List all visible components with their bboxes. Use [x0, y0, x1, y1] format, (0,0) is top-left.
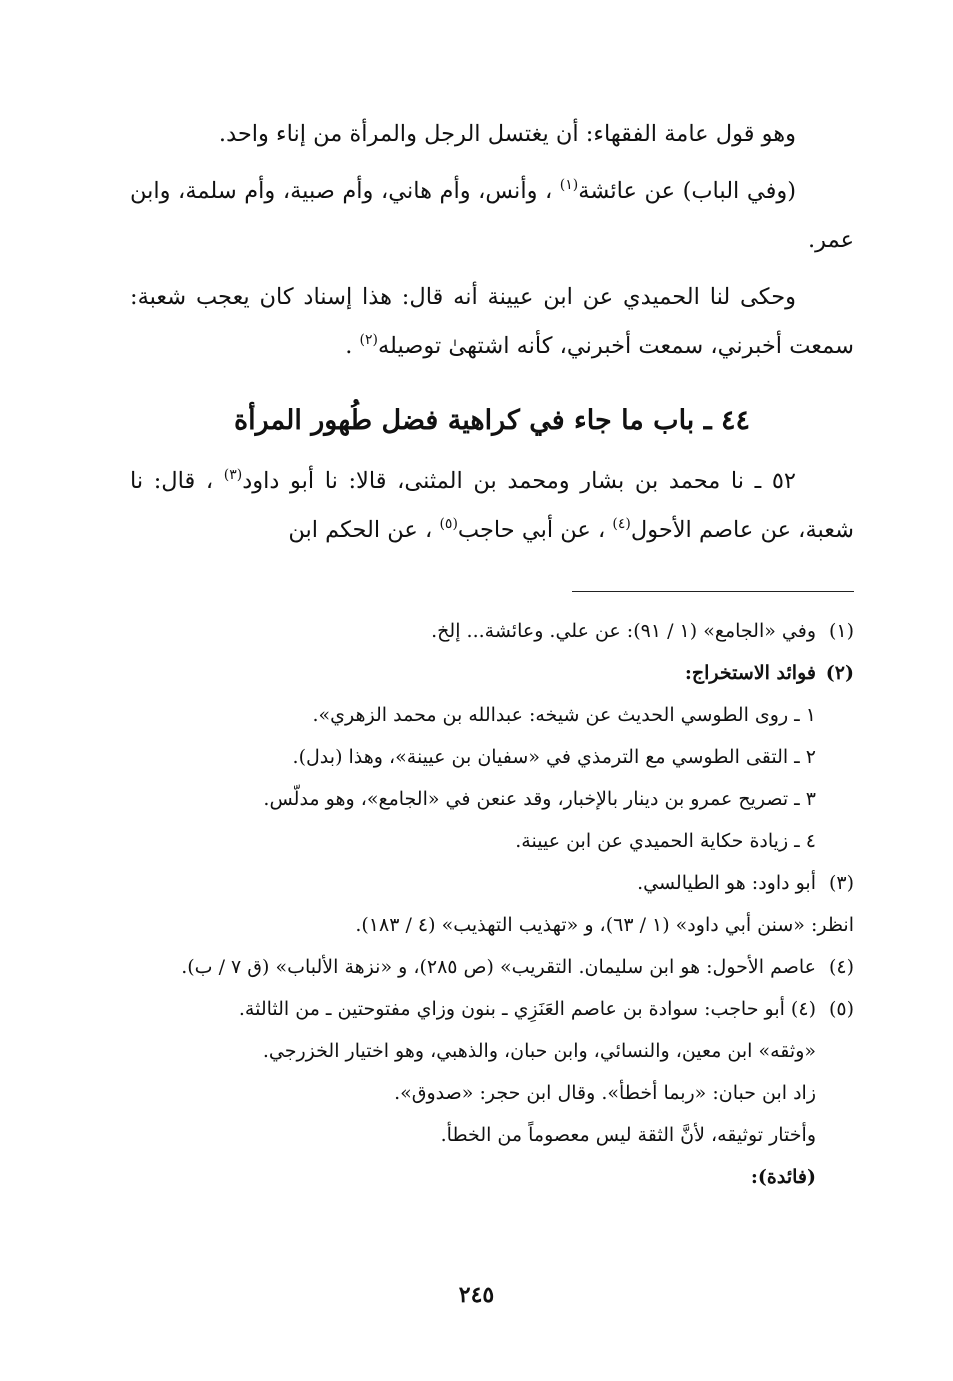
footnote-2-item: ١ ـ روى الطوسي الحديث عن شيخه: عبدالله بن محمد الزهري».: [312, 704, 816, 726]
footnote-4: [130, 946, 854, 988]
footnote-3-continuation: انظر: «سنن أبي داود» (١ / ٦٣)، و «تهذيب التهذيب» (٤ / ١٨٣).: [355, 914, 854, 936]
footnote-text: وفي «الجامع» (١ / ٩١): عن علي. وعائشة... إلخ.: [431, 620, 816, 642]
paragraph-3-text-b: .: [345, 333, 360, 359]
footnote-number: (١): [828, 620, 854, 642]
paragraph-2: [130, 167, 854, 265]
footnote-text: عاصم الأحول: هو ابن سليمان. التقريب» (ص ٢٨٥)، و «نزهة الألباب» (ق ٧ / ب).: [181, 956, 816, 978]
footnote-2-item: ٤ ـ زيادة حكاية الحميدي عن ابن عيينة.: [515, 830, 816, 852]
footnote-1: [130, 610, 854, 652]
footnote-ref-4[interactable]: (٤): [612, 516, 631, 532]
footnote-number: (٣): [828, 872, 854, 894]
footnote-text: (٤) أبو حاجب: سوادة بن عاصم العَنَزِي ـ بنون وزاي مفتوحتين ـ من الثالثة.: [238, 998, 816, 1020]
footnote-ref-5[interactable]: (٥): [439, 516, 458, 532]
footnote-2: [130, 652, 854, 694]
footnote-3: [130, 862, 854, 904]
footnote-5-benefit-label: (فائدة):: [750, 1166, 816, 1188]
footnote-title: فوائد الاستخراج:: [684, 662, 816, 684]
footnote-5: [130, 988, 854, 1030]
footnote-2-item: ٢ ـ التقى الطوسي مع الترمذي في «سفيان بن عيينة»، وهذا (بدل).: [292, 746, 816, 768]
footnote-text: أبو داود: هو الطيالسي.: [637, 872, 816, 894]
page-content: [130, 110, 854, 1198]
footnote-5-line: وأختار توثيقه، لأنَّ الثقة ليس معصوماً من الخطأ.: [440, 1124, 816, 1146]
paragraph-1: وهو قول عامة الفقهاء: أن يغتسل الرجل والمرأة من إناء واحد.: [218, 121, 796, 147]
footnote-ref-1[interactable]: (١): [559, 177, 579, 193]
paragraph-4-text-a: ٥٢ ـ نا محمد بن بشار ومحمد بن المثنى، قالا: نا أبو داود: [242, 468, 796, 494]
footnote-number: (٤): [828, 956, 854, 978]
footnote-divider: [572, 591, 854, 592]
paragraph-2-text-a: (وفي الباب) عن عائشة: [578, 178, 796, 204]
footnotes: [130, 610, 854, 1198]
footnote-5-line: «وثقه» ابن معين، والنسائي، وابن حبان، والذهبي، وهو اختيار الخزرجي.: [262, 1040, 816, 1062]
footnote-number: (٥): [828, 998, 854, 1020]
footnote-ref-2[interactable]: (٢): [359, 332, 378, 348]
chapter-heading: ٤٤ ـ باب ما جاء في كراهية فضل طُهور المرأة: [233, 405, 751, 436]
paragraph-4-text-c: ، عن أبي حاجب: [457, 517, 613, 543]
paragraph-3: [130, 273, 854, 371]
paragraph-2-text-b: ، وأنس، وأم هاني، وأم صبية، وأم سلمة، وابن عمر.: [130, 178, 854, 253]
paragraph-3-text-a: وحكى لنا الحميدي عن ابن عيينة أنه قال: هذا إسناد كان يعجب شعبة: سمعت أخبرني، سمعت أخبرني، كأنه اشتهىٰ توصيله: [130, 284, 854, 359]
footnote-ref-3[interactable]: (٣): [223, 467, 243, 483]
page-number: ٢٤٥: [458, 1282, 495, 1308]
paragraph-4: [130, 457, 854, 555]
paragraph-4-text-b: ، قال: نا شعبة، عن عاصم الأحول: [130, 468, 854, 543]
footnote-number: (٢): [825, 662, 854, 684]
paragraph-4-text-d: ، عن الحكم ابن: [288, 517, 440, 543]
footnote-5-line: زاد ابن حبان: «ربما أخطأ». وقال ابن حجر: «صدوق».: [394, 1082, 816, 1104]
footnote-2-item: ٣ ـ تصريح عمرو بن دينار بالإخبار، وقد عنعن في «الجامع»، وهو مدلّس.: [263, 788, 816, 810]
